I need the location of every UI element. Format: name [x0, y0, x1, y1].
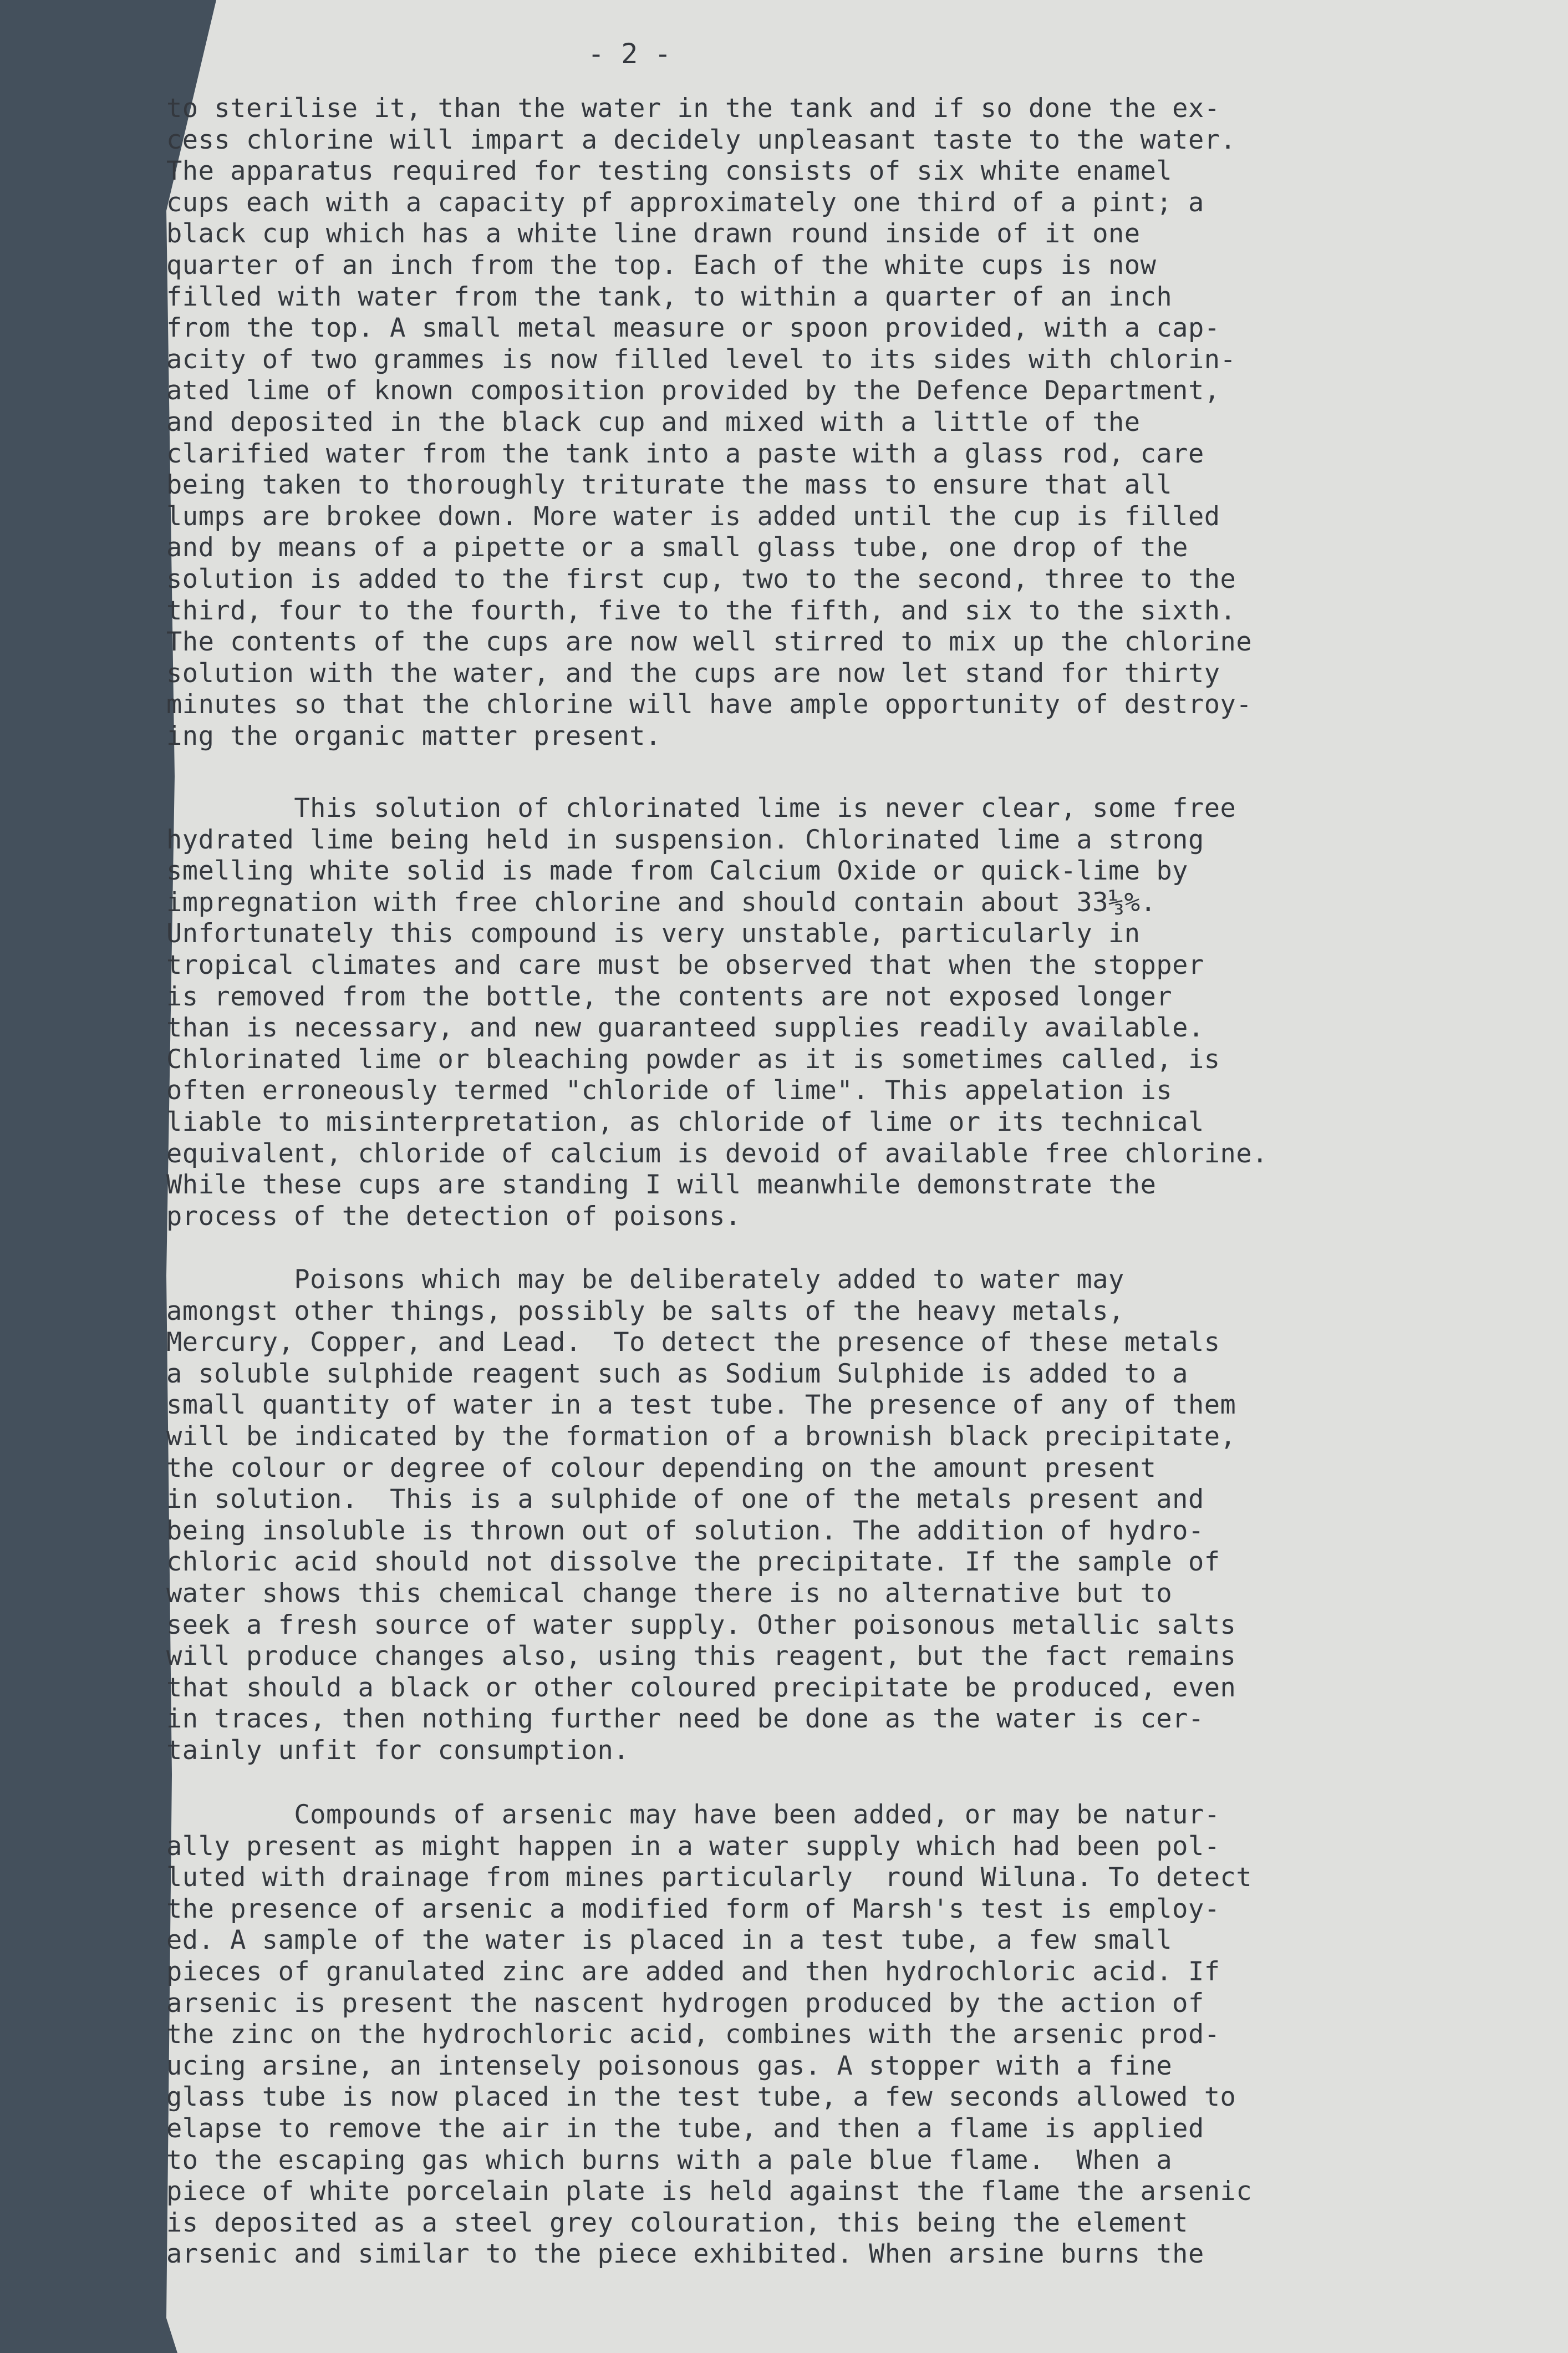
paragraph-chlorinated-lime: This solution of chlorinated lime is never clear, some free hydrated lime being held in suspension. Chlorinated lime a strong smelling white solid is made from Calcium Oxide or quick-lime by impregnation with free chlorine and should contain about 33⅓%. Unfortunately this compound is very unstable, particularly in tropical climates and care must be observed that when the stopper is removed from the bottle, the contents are not exposed longer than is necessary, and new guaranteed supplies readily available. Chlorinated lime or bleaching powder as it is sometimes called, is often erroneously termed "chloride of lime". This appelation is liable to misinterpretation, as chloride of lime or its technical equivalent, chloride of calcium is devoid of available free chlorine. While these cups are standing I will meanwhile demonstrate the process of the detection of poisons.	[166, 793, 1268, 1232]
paragraph-chlorine-test: to sterilise it, than the water in the tank and if so done the ex- cess chlorine will impart a decidely unpleasant taste to the water. The apparatus required for testing consists of six white enamel cups each with a capacity pf approximately one third of a pint; a black cup which has a white line drawn round inside of it one quarter of an inch from the top. Each of the white cups is now filled with water from the tank, to within a quarter of an inch from the top. A small metal measure or spoon provided, with a cap- acity of two grammes is now filled level to its sides with chlorin- ated lime of known composition provided by the Defence Department, and deposited in the black cup and mixed with a little of the clarified water from the tank into a paste with a glass rod, care being taken to thoroughly triturate the mass to ensure that all lumps are brokee down. More water is added until the cup is filled and by means of a pipette or a small glass tube, one drop of the solution is added to the first cup, two to the second, three to the third, four to the fourth, five to the fifth, and six to the sixth. The contents of the cups are now well stirred to mix up the chlorine solution with the water, and the cups are now let stand for thirty minutes so that the chlorine will have ample opportunity of destroy- ing the organic matter present.	[166, 93, 1253, 751]
paragraph-arsenic-test: Compounds of arsenic may have been added, or may be natur- ally present as might happen in a water supply which had been pol- luted with drainage from mines particularly round Wiluna. To detect the presence of arsenic a modified form of Marsh's test is employ- ed. A sample of the water is placed in a test tube, a few small pieces of granulated zinc are added and then hydrochloric acid. If arsenic is present the nascent hydrogen produced by the action of the zinc on the hydrochloric acid, combines with the arsenic prod- ucing arsine, an intensely poisonous gas. A stopper with a fine glass tube is now placed in the test tube, a few seconds allowed to elapse to remove the air in the tube, and then a flame is applied to the escaping gas which burns with a pale blue flame. When a piece of white porcelain plate is held against the flame the arsenic is deposited as a steel grey colouration, this being the element arsenic and similar to the piece exhibited. When arsine burns the	[166, 1800, 1253, 2270]
paragraph-heavy-metal-poisons: Poisons which may be deliberately added to water may amongst other things, possibly be salts of the heavy metals, Mercury, Copper, and Lead. To detect the presence of these metals a soluble sulphide reagent such as Sodium Sulphide is added to a small quantity of water in a test tube. The presence of any of them will be indicated by the formation of a brownish black precipitate, the colour or degree of colour depending on the amount present in solution. This is a sulphide of one of the metals present and being insoluble is thrown out of solution. The addition of hydro- chloric acid should not dissolve the precipitate. If the sample of water shows this chemical change there is no alternative but to seek a fresh source of water supply. Other poisonous metallic salts will produce changes also, using this reagent, but the fact remains that should a black or other coloured precipitate be produced, even in traces, then nothing further need be done as the water is cer- tainly unfit for consumption.	[166, 1264, 1236, 1766]
page-number: - 2 -	[588, 38, 671, 70]
